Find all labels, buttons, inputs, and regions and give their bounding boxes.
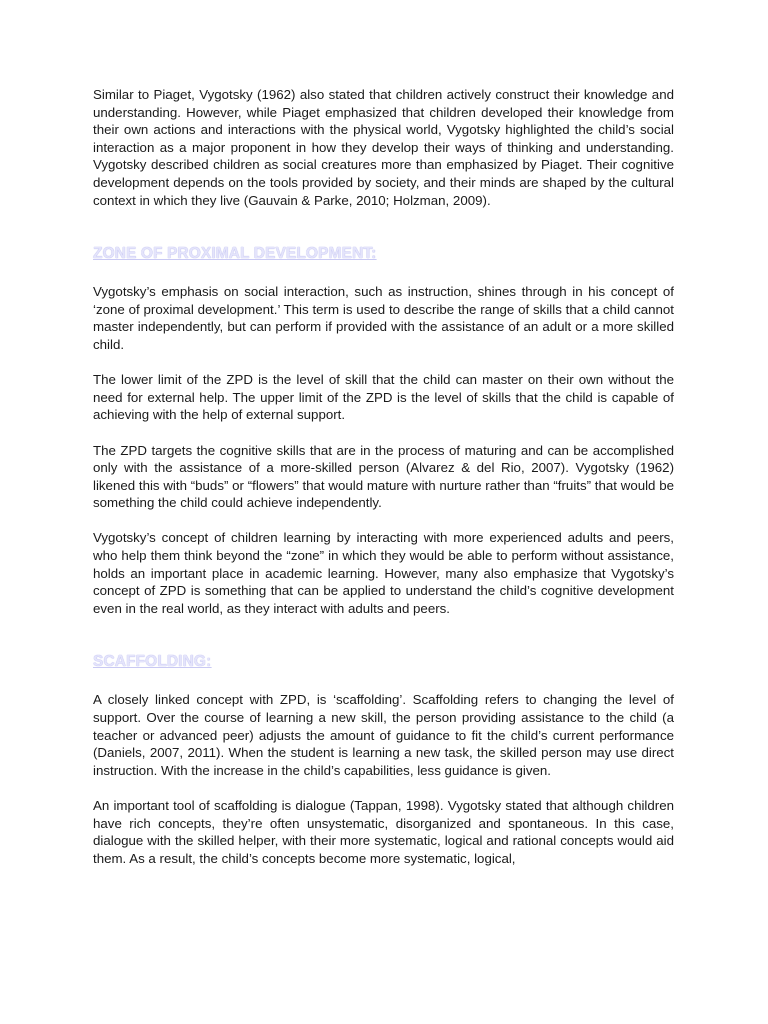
document-page xyxy=(93,86,674,885)
zpd-paragraph-2: The lower limit of the ZPD is the level of skill that the child can master on their own without the need for external help. The upper limit of the ZPD is the level of skills that the child is capable of achieving with the help of external support. xyxy=(93,372,674,423)
zpd-paragraph-1: Vygotsky’s emphasis on social interaction, such as instruction, shines through in his concept of ‘zone of proximal development.’ This term is used to describe the range of skills that a child cannot master independently, but can perform if provided with the assistance of an adult or a more skilled child. xyxy=(93,284,674,352)
zpd-paragraph-3: The ZPD targets the cognitive skills that are in the process of maturing and can be accomplished only with the assistance of a more-skilled person (Alvarez & del Rio, 2007). Vygotsky (1962) likened this with “buds” or “flowers” that would mature with nurture rather than “fruits” that would be something the child could achieve independently. xyxy=(93,442,674,511)
intro-paragraph: Similar to Piaget, Vygotsky (1962) also stated that children actively construct their knowledge and understanding. However, while Piaget emphasized that children developed their knowledge from their own actions and interactions with the physical world, Vygotsky highlighted the child’s social interaction as a major proponent in how they develop their ways of thinking and understanding. Vygotsky described children as social creatures more than emphasized by Piaget. Their cognitive development depends on the tools provided by society, and their minds are shaped by the cultural context in which they live (Gauvain & Parke, 2010; Holzman, 2009). xyxy=(93,87,674,208)
scaffolding-paragraph-1: A closely linked concept with ZPD, is ‘scaffolding’. Scaffolding refers to changing the level of support. Over the course of learning a new skill, the person providing assistance to the child (a teacher or advanced peer) adjusts the amount of guidance to fit the child’s current performance (Daniels, 2007, 2011). When the student is learning a new task, the skilled person may use direct instruction. With the increase in the child’s capabilities, less guidance is given. xyxy=(93,692,674,778)
zpd-paragraph-4: Vygotsky’s concept of children learning by interacting with more experienced adults and peers, who help them think beyond the “zone” in which they would be able to perform without assistance, holds an important place in academic learning. However, many also emphasize that Vygotsky’s concept of ZPD is something that can be applied to understand the child’s cognitive development even in the real world, as they interact with adults and peers. xyxy=(93,530,674,616)
heading-scaffolding: SCAFFOLDING: xyxy=(93,653,212,671)
scaffolding-paragraph-2: An important tool of scaffolding is dialogue (Tappan, 1998). Vygotsky stated that although children have rich concepts, they’re often unsystematic, disorganized and spontaneous. In this case, dialogue with the skilled helper, with their more systematic, logical and rational concepts would aid them. As a result, the child’s concepts become more systematic, logical, xyxy=(93,798,674,866)
heading-zone-of-proximal-development: ZONE OF PROXIMAL DEVELOPMENT: xyxy=(93,245,377,263)
